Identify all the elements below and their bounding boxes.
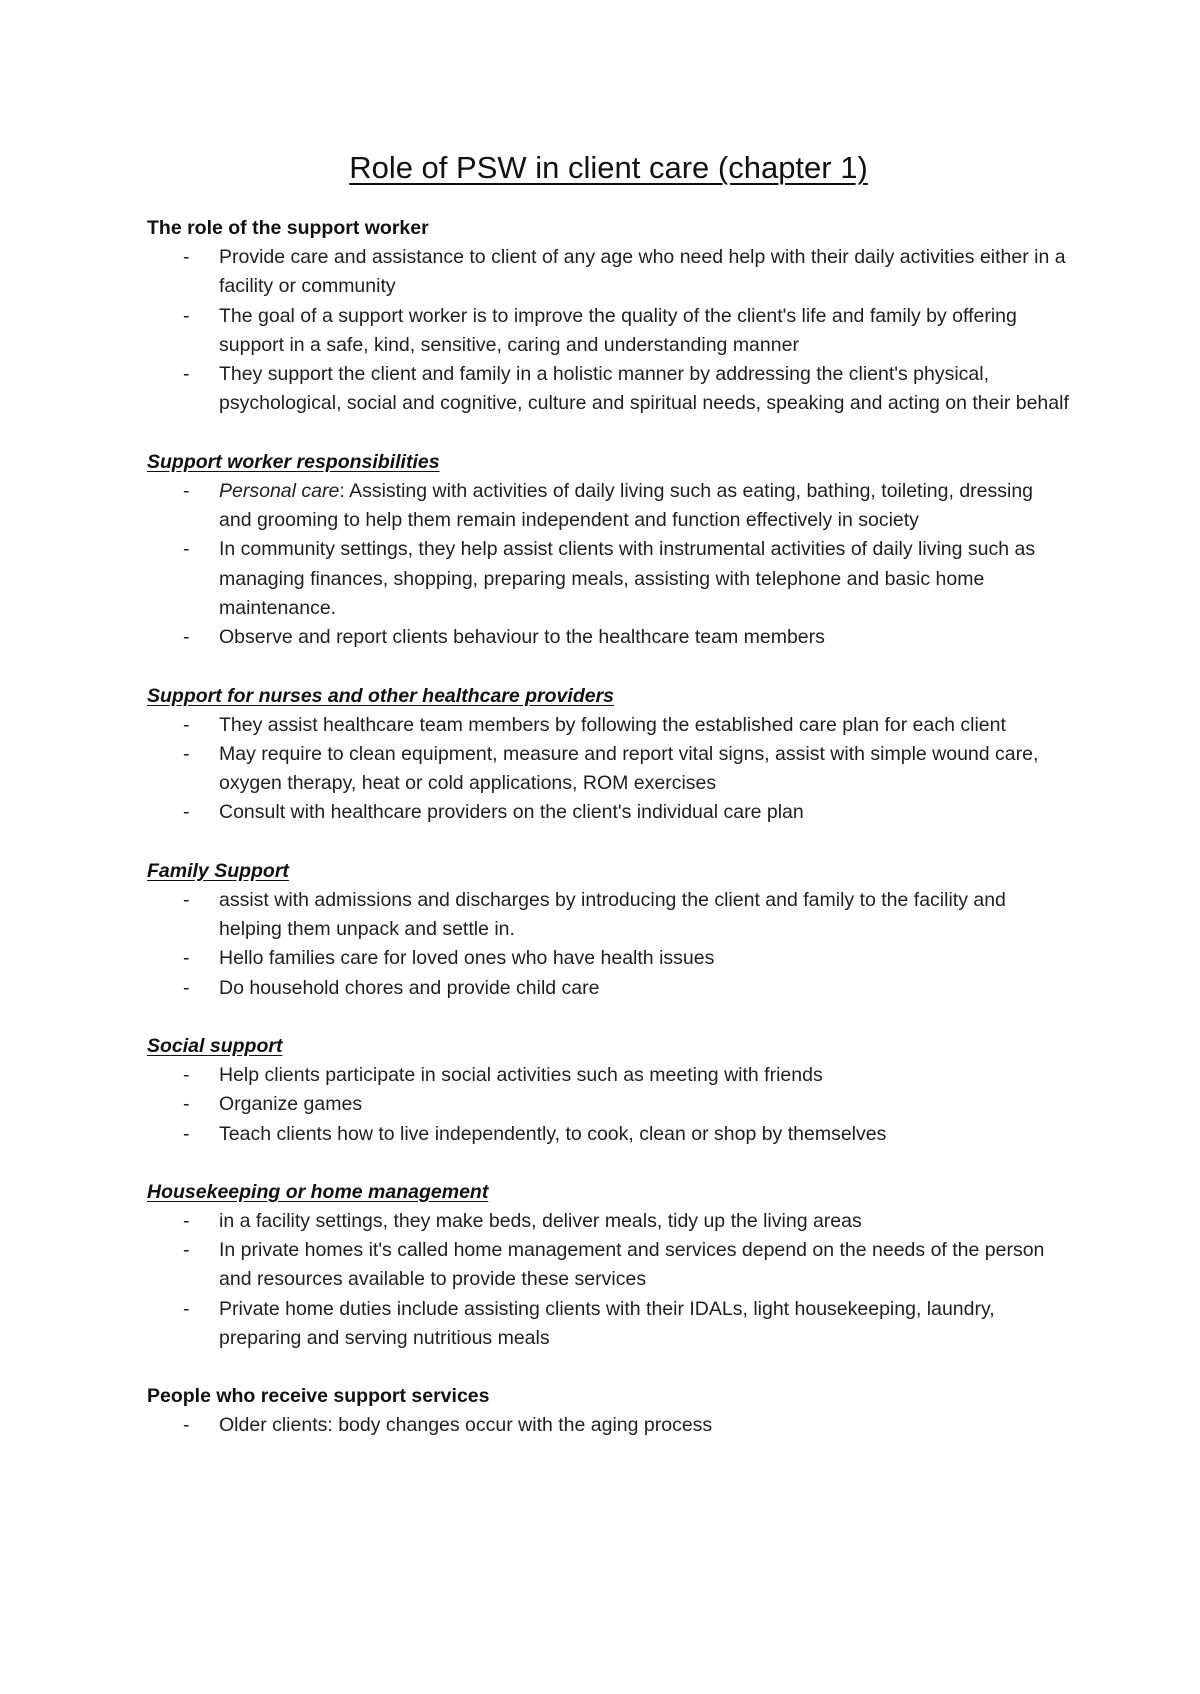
list-item-text: Organize games — [219, 1093, 363, 1116]
section-support-for-nurses — [147, 682, 1070, 828]
section-family-support — [147, 857, 1070, 1003]
list-item-text: Do household chores and provide child care — [219, 976, 600, 999]
bullet-dash: - — [183, 713, 190, 736]
bullet-list — [147, 1061, 1070, 1149]
list-item-text: assist with admissions and discharges by introducing the client and family to the facility and helping them unpack and settle in. — [219, 888, 1006, 941]
list-item — [147, 1061, 1070, 1090]
bullet-dash: - — [183, 246, 190, 268]
list-item-text: The goal of a support worker is to improve the quality of the client's life and family by offering support in a safe, kind, sensitive, caring and understanding manner — [219, 304, 1017, 356]
section-heading: Support worker responsibilities — [147, 450, 440, 473]
list-item — [147, 623, 1070, 652]
list-item-text: May require to clean equipment, measure and report vital signs, assist with simple wound care, oxygen therapy, heat or cold applications, ROM exercises — [219, 742, 1039, 795]
list-item-text: In private homes it's called home management and services depend on the needs of the person and resources available to provide these services — [219, 1239, 1045, 1291]
bullet-dash: - — [183, 1122, 190, 1145]
list-item — [147, 360, 1070, 419]
bullet-list — [147, 886, 1070, 1003]
list-item — [147, 477, 1070, 536]
bullet-dash: - — [183, 479, 190, 502]
section-heading: People who receive support services — [147, 1385, 490, 1408]
bullet-dash: - — [183, 1093, 190, 1116]
bullet-list — [147, 477, 1070, 653]
section-heading: Family Support — [147, 859, 289, 882]
list-item-label: Personal care — [219, 479, 340, 502]
bullet-dash: - — [183, 538, 190, 561]
list-item-text: Older clients: body changes occur with the aging process — [219, 1414, 713, 1437]
list-item-text: Consult with healthcare providers on the client's individual care plan — [219, 801, 804, 824]
section-heading: Support for nurses and other healthcare providers — [147, 684, 615, 707]
section-heading: Housekeeping or home management — [147, 1180, 489, 1203]
bullet-dash: - — [183, 626, 190, 649]
bullet-dash: - — [183, 947, 190, 970]
list-item-text: : Assisting with activities of daily living such as eating, bathing, toileting, dressing and grooming to help them remain independent and function effectively in society — [219, 479, 1034, 532]
list-item — [147, 1120, 1070, 1149]
list-item — [147, 535, 1070, 623]
section-people-who-receive-services — [147, 1382, 1070, 1440]
list-item — [147, 302, 1070, 361]
bullet-dash: - — [183, 801, 190, 824]
section-support-worker-responsibilities — [147, 448, 1070, 653]
page-title: Role of PSW in client care (chapter 1) — [349, 150, 868, 185]
list-item — [147, 1295, 1070, 1354]
list-item — [147, 740, 1070, 799]
list-item — [147, 711, 1070, 740]
list-item-text: in a facility settings, they make beds, deliver meals, tidy up the living areas — [219, 1209, 862, 1232]
bullet-dash: - — [183, 1414, 190, 1437]
bullet-dash: - — [183, 1297, 190, 1320]
bullet-list — [147, 1411, 1070, 1440]
bullet-dash: - — [183, 304, 190, 327]
bullet-dash: - — [183, 976, 190, 999]
list-item — [147, 944, 1070, 973]
bullet-dash: - — [183, 888, 190, 911]
list-item-text: Provide care and assistance to client of any age who need help with their daily activities either in a facility or community — [219, 246, 1066, 298]
list-item — [147, 1090, 1070, 1119]
bullet-list — [147, 711, 1070, 828]
bullet-dash: - — [183, 742, 190, 765]
list-item — [147, 886, 1070, 945]
list-item-text: In community settings, they help assist clients with instrumental activities of daily living such as managing finances, shopping, preparing meals, assisting with telephone and basic home maintenance. — [219, 538, 1036, 619]
section-heading: The role of the support worker — [147, 217, 429, 239]
list-item-text: Hello families care for loved ones who have health issues — [219, 947, 715, 970]
bullet-dash: - — [183, 1209, 190, 1232]
list-item — [147, 1207, 1070, 1236]
list-item — [147, 974, 1070, 1003]
list-item-text: Help clients participate in social activities such as meeting with friends — [219, 1063, 823, 1086]
section-housekeeping — [147, 1178, 1070, 1353]
bullet-dash: - — [183, 1063, 190, 1086]
bullet-list — [147, 1207, 1070, 1353]
bullet-list — [147, 243, 1070, 419]
list-item — [147, 243, 1070, 302]
list-item — [147, 1411, 1070, 1440]
list-item-text: Teach clients how to live independently, to cook, clean or shop by themselves — [219, 1122, 887, 1145]
section-heading: Social support — [147, 1034, 283, 1057]
list-item-text: Private home duties include assisting clients with their IDALs, light housekeeping, laundry, preparing and serving nutritious meals — [219, 1297, 995, 1350]
list-item-text: They support the client and family in a holistic manner by addressing the client's physical, psychological, social and cognitive, culture and spiritual needs, speaking and acting on their behalf — [219, 363, 1069, 415]
bullet-dash: - — [183, 363, 190, 386]
bullet-dash: - — [183, 1239, 190, 1262]
list-item — [147, 1236, 1070, 1295]
section-social-support — [147, 1032, 1070, 1149]
list-item-text: Observe and report clients behaviour to the healthcare team members — [219, 626, 825, 649]
section-role-of-support-worker — [147, 214, 1070, 419]
list-item — [147, 798, 1070, 827]
list-item-text: They assist healthcare team members by following the established care plan for each client — [219, 713, 1006, 736]
